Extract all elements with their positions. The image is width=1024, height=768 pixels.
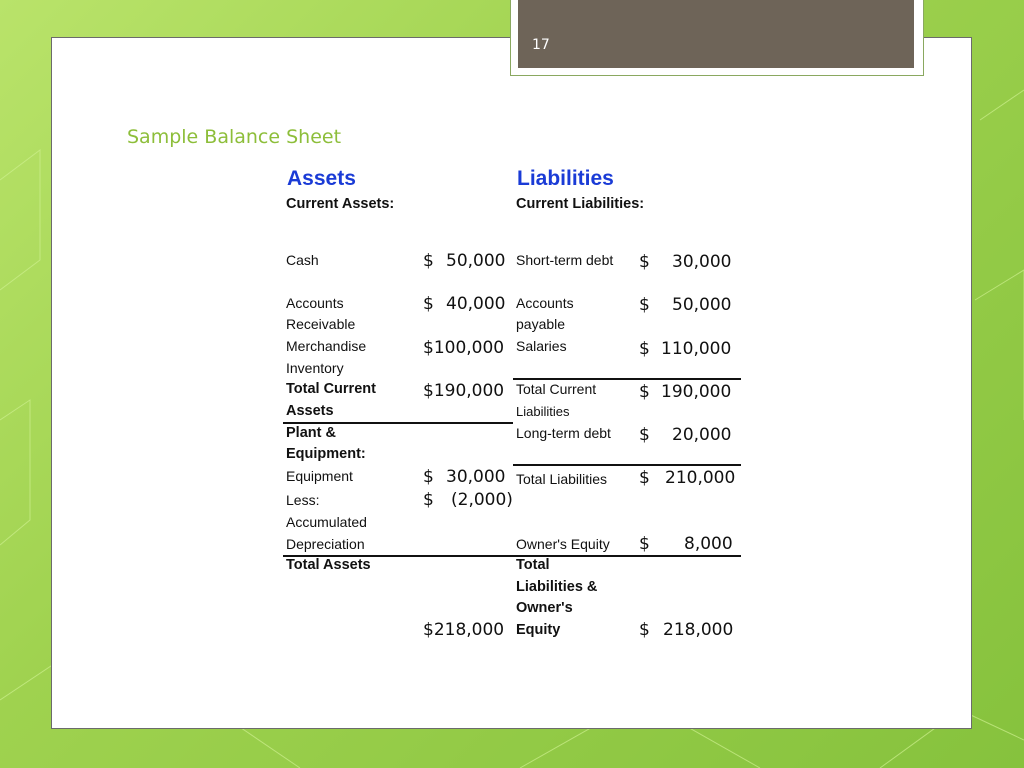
current-liabilities-heading: Current Liabilities:	[516, 196, 645, 212]
total-current-assets-label-2: Assets	[286, 403, 334, 419]
cash-dollar: $	[423, 251, 434, 271]
receivable-amount: 40,000	[446, 294, 506, 314]
total-liabilities-label: Total Liabilities	[516, 471, 608, 487]
slide-title: Sample Balance Sheet	[127, 126, 342, 148]
slide-number-box	[518, 0, 914, 68]
short-term-debt-label: Short-term debt	[516, 252, 614, 268]
total-liabilities-amount: 210,000	[665, 468, 736, 488]
receivable-label-1: Accounts	[286, 295, 344, 311]
total-le-amount: 218,000	[663, 620, 734, 640]
plant-heading-2: Equipment:	[286, 446, 366, 462]
total-liabilities-dollar: $	[639, 468, 650, 488]
payable-amount: 50,000	[672, 295, 732, 315]
plant-heading-1: Plant &	[286, 425, 336, 441]
payable-label-2: payable	[516, 316, 566, 332]
total-current-liabilities-amount: 190,000	[661, 382, 732, 402]
equipment-label: Equipment	[286, 468, 353, 484]
short-term-debt-amount: 30,000	[672, 252, 732, 272]
current-assets-heading: Current Assets:	[286, 196, 395, 212]
salaries-amount: 110,000	[661, 339, 732, 359]
total-current-assets-label-1: Total Current	[286, 381, 376, 397]
total-current-liabilities-label-1: Total Current	[516, 381, 597, 397]
total-assets-value: $218,000	[423, 620, 505, 640]
depreciation-amount: (2,000)	[451, 490, 513, 510]
salaries-label: Salaries	[516, 338, 567, 354]
owners-equity-label: Owner's Equity	[516, 536, 610, 552]
owners-equity-dollar: $	[639, 534, 650, 554]
short-term-debt-dollar: $	[639, 252, 650, 272]
equipment-amount: 30,000	[446, 467, 506, 487]
payable-label-1: Accounts	[516, 295, 574, 311]
inventory-label-2: Inventory	[286, 360, 344, 376]
total-le-label-2: Liabilities &	[516, 579, 598, 595]
inventory-value: $100,000	[423, 338, 505, 358]
total-le-dollar: $	[639, 620, 650, 640]
owners-equity-amount: 8,000	[684, 534, 733, 554]
receivable-label-2: Receivable	[286, 316, 356, 332]
liabilities-divider-2	[513, 464, 741, 466]
total-le-label-3: Owner's	[516, 600, 573, 616]
equipment-dollar: $	[423, 467, 434, 487]
total-le-label-4: Equity	[516, 622, 561, 638]
inventory-label-1: Merchandise	[286, 338, 367, 354]
total-current-assets-value: $190,000	[423, 381, 505, 401]
depreciation-label-3: Depreciation	[286, 536, 365, 552]
payable-dollar: $	[639, 295, 650, 315]
depreciation-label-2: Accumulated	[286, 514, 367, 530]
depreciation-dollar: $	[423, 490, 434, 510]
liabilities-heading: Liabilities	[517, 167, 614, 190]
slide-number: 17	[532, 37, 550, 53]
depreciation-label-1: Less:	[286, 492, 320, 508]
salaries-dollar: $	[639, 339, 650, 359]
total-le-label-1: Total	[516, 557, 550, 573]
long-term-debt-dollar: $	[639, 425, 650, 445]
receivable-dollar: $	[423, 294, 434, 314]
long-term-debt-label: Long-term debt	[516, 425, 611, 441]
cash-label: Cash	[286, 252, 319, 268]
total-current-liabilities-label-2: Liabilities	[516, 404, 570, 419]
cash-amount: 50,000	[446, 251, 506, 271]
assets-heading: Assets	[287, 167, 356, 190]
total-current-liabilities-dollar: $	[639, 382, 650, 402]
long-term-debt-amount: 20,000	[672, 425, 732, 445]
total-assets-label: Total Assets	[286, 557, 371, 573]
